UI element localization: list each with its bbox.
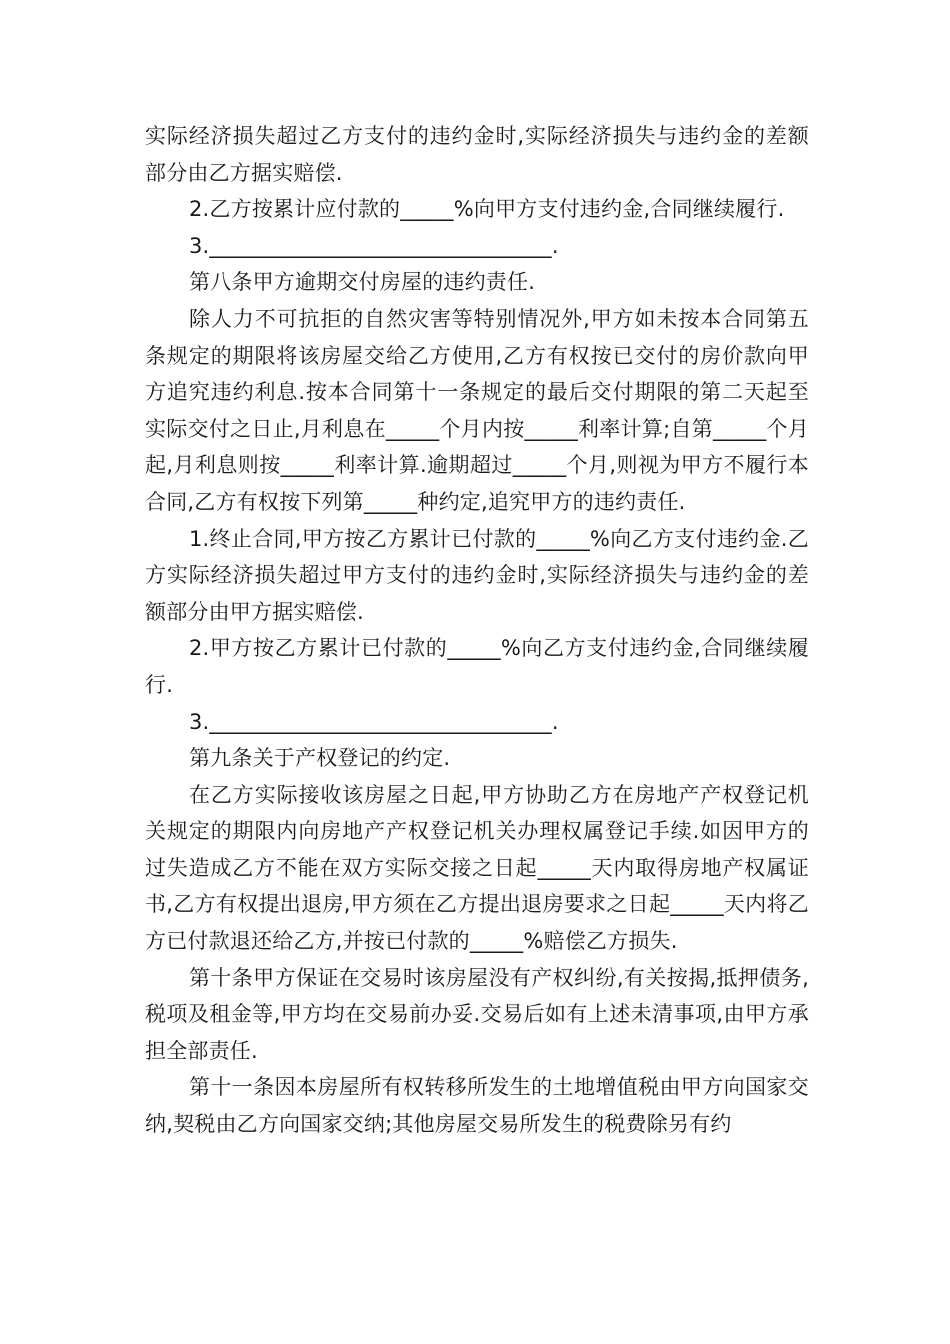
paragraph-2: 2.乙方按累计应付款的_____%向甲方支付违约金,合同继续履行. [189, 197, 785, 222]
paragraph-7: 2.甲方按乙方累计已付款的_____%向乙方支付违约金,合同继续履行. [145, 636, 809, 697]
paragraph-3: 3.________________________________. [189, 233, 559, 258]
paragraph-10: 在乙方实际接收该房屋之日起,甲方协助乙方在房地产产权登记机关规定的期限内向房地产产权登记机关办理权属登记手续.如因甲方的过失造成乙方不能在双方实际交接之日起_____天内取得房地产权属证书,乙方有权提出退房,甲方须在乙方提出退房要求之日起_____天内将乙方已付款退还给乙方,并按已付款的_____%赔偿乙方损失. [145, 782, 809, 954]
article-11-paragraph: 第十一条因本房屋所有权转移所发生的土地增值税由甲方向国家交纳,契税由乙方向国家交纳;其他房屋交易所发生的税费除另有约 [145, 1075, 809, 1137]
article-10-paragraph: 第十条甲方保证在交易时该房屋没有产权纠纷,有关按揭,抵押债务,税项及租金等,甲方均在交易前办妥.交易后如有上述未清事项,由甲方承担全部责任. [145, 965, 809, 1063]
paragraph-6: 1.终止合同,甲方按乙方累计已付款的_____%向乙方支付违约金.乙方实际经济损失超过甲方支付的违约金时,实际经济损失与违约金的差额部分由甲方据实赔偿. [145, 526, 809, 624]
paragraph-8: 3.________________________________. [189, 709, 559, 734]
paragraph-1: 实际经济损失超过乙方支付的违约金时,实际经济损失与违约金的差额部分由乙方据实赔偿. [145, 124, 809, 185]
article-9-heading: 第九条关于产权登记的约定. [189, 746, 451, 771]
document-body [145, 118, 809, 1143]
article-8-heading: 第八条甲方逾期交付房屋的违约责任. [189, 270, 536, 295]
paragraph-5: 除人力不可抗拒的自然灾害等特别情况外,甲方如未按本合同第五条规定的期限将该房屋交给乙方使用,乙方有权按已交付的房价款向甲方追究违约利息.按本合同第十一条规定的最后交付期限的第二天起至实际交付之日止,月利息在_____个月内按_____利率计算;自第_____个月起,月利息则按_____利率计算.逾期超过_____个月,则视为甲方不履行本合同,乙方有权按下列第_____种约定,追究甲方的违约责任. [145, 306, 809, 514]
